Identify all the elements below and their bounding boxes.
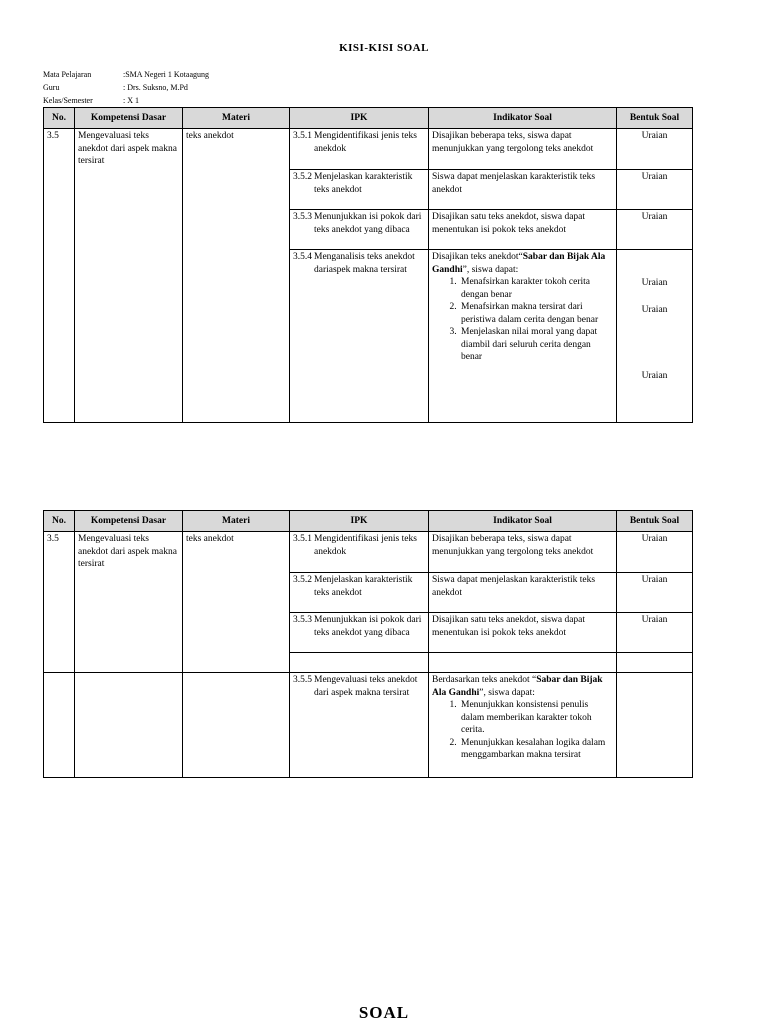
cell-materi: teks anekdot: [183, 129, 290, 423]
indikator-intro: [432, 674, 613, 699]
ipk-text: Menganalisis teks anekdot dariaspek makna tersirat: [314, 252, 415, 275]
header-ipk: IPK: [290, 511, 429, 532]
cell-ipk: [290, 129, 429, 170]
header-kd: Kompetensi Dasar: [75, 511, 183, 532]
ipk-text: Menjelaskan karakteristik teks anekdot: [314, 575, 413, 598]
list-item: 1. Menunjukkan konsistensi penulis dalam memberikan karakter tokoh cerita.: [459, 699, 613, 737]
meta-value: : X 1: [123, 96, 139, 105]
ipk-number: 3.5.2: [293, 172, 312, 182]
cell-indikator: Siswa dapat menjelaskan karakteristik teks anekdot: [429, 170, 617, 210]
intro-text: ”, siswa dapat:: [479, 687, 535, 698]
meta-row-subject: [43, 68, 209, 81]
table-header-row: [44, 108, 693, 129]
cell-empty: [290, 653, 429, 673]
meta-label: Guru: [43, 83, 60, 92]
cell-no: 3.5: [44, 129, 75, 423]
cell-bentuk: Uraian: [617, 532, 693, 573]
intro-text: Disajikan teks anekdot“: [432, 252, 523, 262]
header-kd: Kompetensi Dasar: [75, 108, 183, 129]
indikator-steps: [432, 276, 613, 364]
table-row: [44, 532, 693, 573]
meta-row-class: [43, 94, 209, 107]
ipk-text: Mengevaluasi teks anekdot dari aspek makna tersirat: [314, 675, 418, 698]
cell-ipk: [290, 573, 429, 613]
cell-bentuk: [617, 250, 693, 423]
list-item: 1. Menafsirkan karakter tokoh cerita dengan benar: [459, 276, 613, 301]
story-title: Sabar dan Bijak Ala Gandhi: [432, 252, 606, 275]
cell-indikator: [429, 673, 617, 778]
header-bentuk: Bentuk Soal: [617, 511, 693, 532]
cell-kd: Mengevaluasi teks anekdot dari aspek makna tersirat: [75, 129, 183, 423]
cell-indikator: Disajikan beberapa teks, siswa dapat menunjukkan yang tergolong teks anekdot: [429, 532, 617, 573]
ipk-number: 3.5.1: [293, 131, 312, 141]
ipk-number: 3.5.4: [293, 252, 312, 262]
meta-value: : Drs. Suksno, M.Pd: [123, 83, 188, 92]
story-title: Sabar dan Bijak Ala Gandhi: [432, 675, 603, 698]
cell-bentuk: [617, 673, 693, 778]
ipk-text: Mengidentifikasi jenis teks anekdok: [314, 131, 417, 154]
ipk-number: 3.5.1: [293, 534, 312, 544]
table-row: [44, 129, 693, 170]
cell-empty: [44, 673, 75, 778]
header-materi: Materi: [183, 108, 290, 129]
header-indikator: Indikator Soal: [429, 108, 617, 129]
cell-ipk: [290, 613, 429, 653]
cell-indikator: Disajikan satu teks anekdot, siswa dapat menentukan isi pokok teks anekdot: [429, 613, 617, 653]
indikator-intro: [432, 251, 613, 276]
ipk-text: Menunjukkan isi pokok dari teks anekdot yang dibaca: [314, 615, 422, 638]
cell-materi: teks anekdot: [183, 532, 290, 673]
cell-ipk: [290, 170, 429, 210]
list-item: 2. Menafsirkan makna tersirat dari peristiwa dalam cerita dengan benar: [459, 301, 613, 326]
cell-empty: [429, 653, 617, 673]
ipk-text: Mengidentifikasi jenis teks anekdok: [314, 534, 417, 557]
cell-indikator: Siswa dapat menjelaskan karakteristik teks anekdot: [429, 573, 617, 613]
ipk-number: 3.5.5: [293, 675, 312, 685]
ipk-number: 3.5.2: [293, 575, 312, 585]
document-meta: [43, 68, 209, 107]
indikator-steps: [432, 699, 613, 762]
cell-empty: [75, 673, 183, 778]
kisi-table-2: [43, 510, 693, 778]
meta-label: Mata Pelajaran: [43, 70, 92, 79]
intro-text: ”, siswa dapat:: [462, 264, 519, 275]
bentuk-label: Uraian: [641, 305, 668, 315]
header-materi: Materi: [183, 511, 290, 532]
cell-indikator: [429, 250, 617, 423]
bentuk-label: Uraian: [641, 278, 668, 288]
meta-value: :SMA Negeri 1 Kotaagung: [123, 70, 209, 79]
cell-ipk: [290, 532, 429, 573]
cell-empty: [617, 653, 693, 673]
header-bentuk: Bentuk Soal: [617, 108, 693, 129]
cell-bentuk: Uraian: [617, 170, 693, 210]
cell-kd: Mengevaluasi teks anekdot dari aspek makna tersirat: [75, 532, 183, 673]
ipk-text: Menunjukkan isi pokok dari teks anekdot yang dibaca: [314, 212, 422, 235]
cell-bentuk: Uraian: [617, 210, 693, 250]
header-indikator: Indikator Soal: [429, 511, 617, 532]
page-title: KISI-KISI SOAL: [339, 42, 429, 54]
soal-heading: SOAL: [358, 1003, 410, 1022]
table-header-row: [44, 511, 693, 532]
list-item: 3. Menjelaskan nilai moral yang dapat diambil dari seluruh cerita dengan benar: [459, 326, 613, 364]
cell-indikator: Disajikan satu teks anekdot, siswa dapat menentukan isi pokok teks anekdot: [429, 210, 617, 250]
meta-row-teacher: [43, 81, 209, 94]
bentuk-label: Uraian: [641, 371, 668, 381]
cell-empty: [183, 673, 290, 778]
cell-no: 3.5: [44, 532, 75, 673]
cell-bentuk: Uraian: [617, 613, 693, 653]
ipk-text: Menjelaskan karakteristik teks anekdot: [314, 172, 413, 195]
cell-bentuk: Uraian: [617, 129, 693, 170]
cell-bentuk: Uraian: [617, 573, 693, 613]
cell-ipk: [290, 250, 429, 423]
meta-label: Kelas/Semester: [43, 96, 93, 105]
intro-text: Berdasarkan teks anekdot “: [432, 675, 537, 685]
cell-ipk: [290, 673, 429, 778]
header-no: No.: [44, 108, 75, 129]
kisi-table-1: [43, 107, 693, 423]
header-no: No.: [44, 511, 75, 532]
cell-ipk: [290, 210, 429, 250]
list-item: 2. Menunjukkan kesalahan logika dalam menggambarkan makna tersirat: [459, 737, 613, 762]
ipk-number: 3.5.3: [293, 212, 312, 222]
cell-indikator: Disajikan beberapa teks, siswa dapat menunjukkan yang tergolong teks anekdot: [429, 129, 617, 170]
ipk-number: 3.5.3: [293, 615, 312, 625]
header-ipk: IPK: [290, 108, 429, 129]
table-row: [44, 673, 693, 778]
